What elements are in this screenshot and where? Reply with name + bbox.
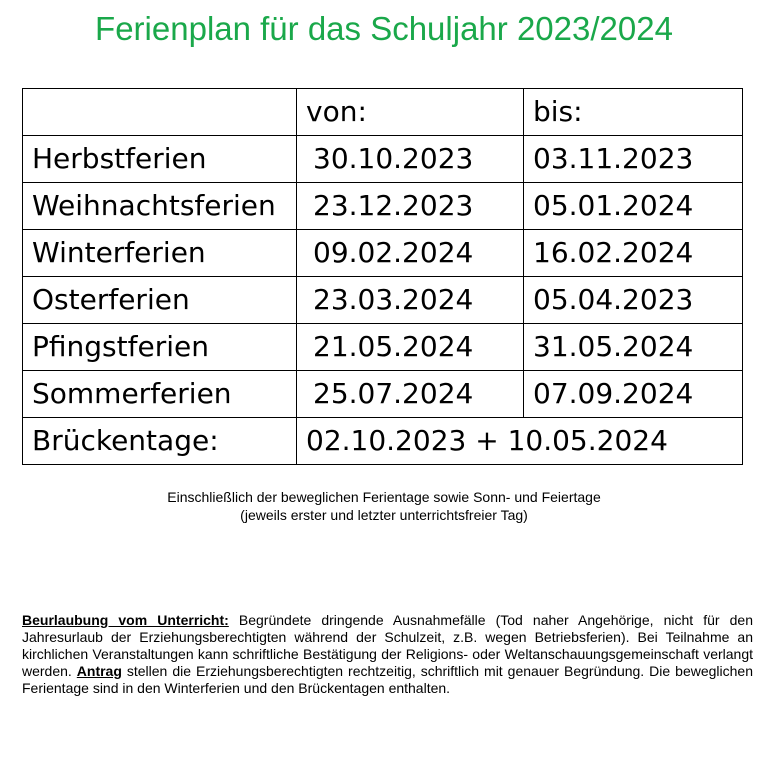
holiday-to: 03.11.2023 bbox=[524, 136, 743, 183]
leave-of-absence-paragraph bbox=[22, 612, 753, 697]
antrag-word: Antrag bbox=[76, 663, 122, 679]
table-row bbox=[23, 371, 743, 418]
holiday-from: 23.12.2023 bbox=[297, 183, 524, 230]
table-row bbox=[23, 324, 743, 371]
table-row bbox=[23, 136, 743, 183]
table-row bbox=[23, 230, 743, 277]
holiday-to: 31.05.2024 bbox=[524, 324, 743, 371]
table-row bbox=[23, 183, 743, 230]
holiday-name: Weihnachtsferien bbox=[23, 183, 297, 230]
table-header-row bbox=[23, 89, 743, 136]
holiday-from: 25.07.2024 bbox=[297, 371, 524, 418]
holiday-from: 09.02.2024 bbox=[297, 230, 524, 277]
holiday-to: 05.04.2023 bbox=[524, 277, 743, 324]
paragraph-text-1: Begründete dringende Ausnahmefälle (Tod naher Angehörige, nicht für den Jahresurlaub der Erziehungsberechtigten während der Schulzeit, z.B. wegen Betriebsferien). Bei Teilnahme an kirchlichen Veranstaltungen kann schriftliche Bestätigung der Religions- oder Weltanschauungsgemeinschaft verlangt werden. bbox=[22, 612, 753, 679]
holiday-name: Pfingstferien bbox=[23, 324, 297, 371]
holiday-to: 16.02.2024 bbox=[524, 230, 743, 277]
holiday-to: 07.09.2024 bbox=[524, 371, 743, 418]
page-title: Ferienplan für das Schuljahr 2023/2024 bbox=[95, 10, 673, 47]
holiday-to: 05.01.2024 bbox=[524, 183, 743, 230]
header-cell-from: von: bbox=[297, 89, 524, 136]
bridge-days-dates: 02.10.2023 + 10.05.2024 bbox=[297, 418, 743, 465]
table-row bbox=[23, 277, 743, 324]
header-cell-to: bis: bbox=[524, 89, 743, 136]
footnote-line-2: (jeweils erster und letzter unterrichtsfreier Tag) bbox=[240, 507, 528, 523]
holiday-name: Sommerferien bbox=[23, 371, 297, 418]
paragraph-text-2: stellen die Erziehungsberechtigten rechtzeitig, schriftlich mit genauer Begründung. Die beweglichen Ferientage sind in den Winterferien und den Brückentagen enthalten. bbox=[22, 663, 753, 696]
bridge-days-label: Brückentage: bbox=[23, 418, 297, 465]
leave-of-absence-label: Beurlaubung vom Unterricht: bbox=[22, 612, 229, 628]
holiday-name: Winterferien bbox=[23, 230, 297, 277]
holiday-from: 23.03.2024 bbox=[297, 277, 524, 324]
header-cell-empty bbox=[23, 89, 297, 136]
footnote-line-1: Einschließlich der beweglichen Ferientage sowie Sonn- und Feiertage bbox=[167, 489, 601, 505]
holiday-from: 21.05.2024 bbox=[297, 324, 524, 371]
holiday-table bbox=[22, 88, 743, 465]
holiday-name: Osterferien bbox=[23, 277, 297, 324]
bridge-days-row bbox=[23, 418, 743, 465]
holiday-from: 30.10.2023 bbox=[297, 136, 524, 183]
footnote bbox=[0, 488, 768, 524]
holiday-name: Herbstferien bbox=[23, 136, 297, 183]
